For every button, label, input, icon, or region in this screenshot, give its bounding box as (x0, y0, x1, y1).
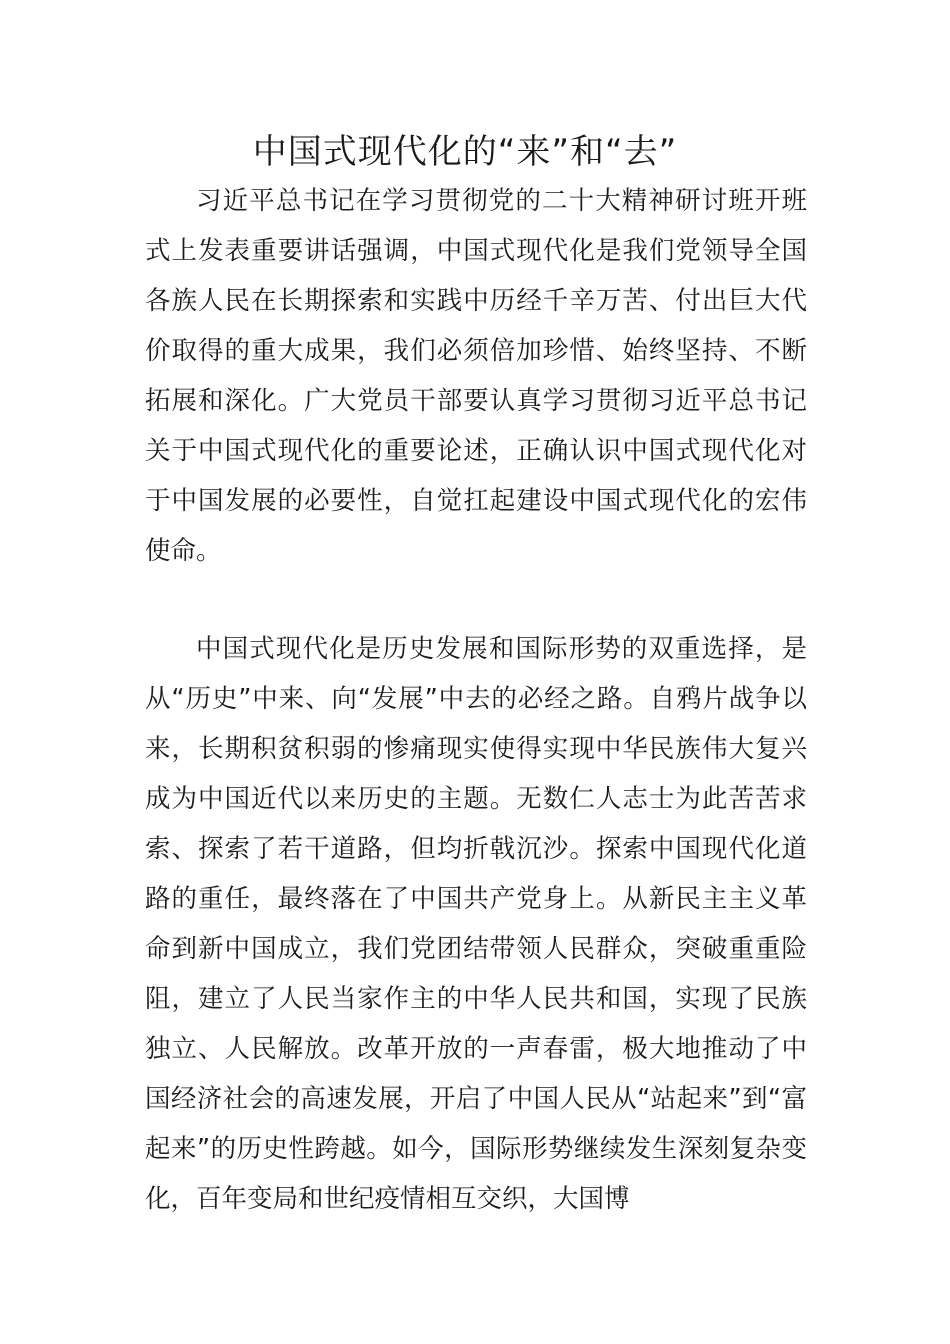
paragraph-1: 习近平总书记在学习贯彻党的二十大精神研讨班开班式上发表重要讲话强调，中国式现代化是我们党领导全国各族人民在长期探索和实践中历经千辛万苦、付出巨大代价取得的重大成果，我们必须倍加珍惜、始终坚持、不断拓展和深化。广大党员干部要认真学习贯彻习近平总书记关于中国式现代化的重要论述，正确认识中国式现代化对于中国发展的必要性，自觉扛起建设中国式现代化的宏伟使命。 (145, 186, 807, 566)
document-title: 中国式现代化的“来”和“去” (252, 132, 678, 172)
paragraph-2: 中国式现代化是历史发展和国际形势的双重选择，是从“历史”中来、向“发展”中去的必经之路。自鸦片战争以来，长期积贫积弱的惨痛现实使得实现中华民族伟大复兴成为中国近代以来历史的主题。无数仁人志士为此苦苦求索、探索了若干道路，但均折戟沉沙。探索中国现代化道路的重任，最终落在了中国共产党身上。从新民主主义革命到新中国成立，我们党团结带领人民群众，突破重重险阻，建立了人民当家作主的中华人民共和国，实现了民族独立、人民解放。改革开放的一声春雷，极大地推动了中国经济社会的高速发展，开启了中国人民从“站起来”到“富起来”的历史性跨越。如今，国际形势继续发生深刻复杂变化，百年变局和世纪疫情相互交织，大国博 (145, 634, 807, 1214)
